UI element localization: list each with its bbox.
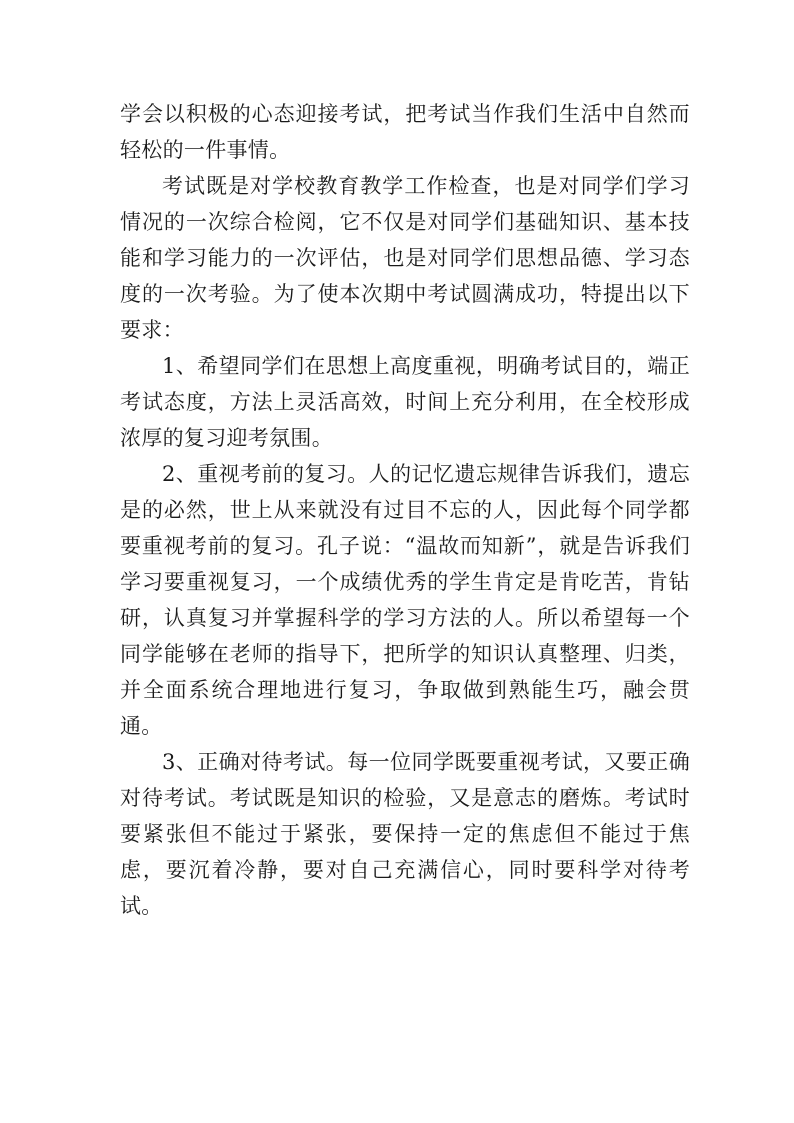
paragraph-exam-purpose: 考试既是对学校教育教学工作检查，也是对同学们学习情况的一次综合检阅，它不仅是对同学们基础知识、基本技能和学习能力的一次评估，也是对同学们思想品德、学习态度的一次考验。为了使本次期中考试圆满成功，特提出以下要求： (120, 174, 690, 342)
paragraph-requirement-2: 2、重视考前的复习。人的记忆遗忘规律告诉我们，遗忘是的必然，世上从来就没有过目不忘的人，因此每个同学都要重视考前的复习。孔子说：“温故而知新”，就是告诉我们学习要重视复习，一个成绩优秀的学生肯定是肯吃苦，肯钻研，认真复习并掌握科学的学习方法的人。所以希望每一个同学能够在老师的指导下，把所学的知识认真整理、归类，并全面系统合理地进行复习，争取做到熟能生巧，融会贯通。 (120, 462, 690, 738)
paragraph-continuation: 学会以积极的心态迎接考试，把考试当作我们生活中自然而轻松的一件事情。 (120, 102, 690, 162)
paragraph-requirement-1: 1、希望同学们在思想上高度重视，明确考试目的，端正考试态度，方法上灵活高效，时间上充分利用，在全校形成浓厚的复习迎考氛围。 (120, 354, 690, 450)
document-body (120, 96, 690, 924)
paragraph-requirement-3: 3、正确对待考试。每一位同学既要重视考试，又要正确对待考试。考试既是知识的检验，又是意志的磨炼。考试时要紧张但不能过于紧张，要保持一定的焦虑但不能过于焦虑，要沉着冷静，要对自己充满信心，同时要科学对待考试。 (120, 750, 690, 918)
